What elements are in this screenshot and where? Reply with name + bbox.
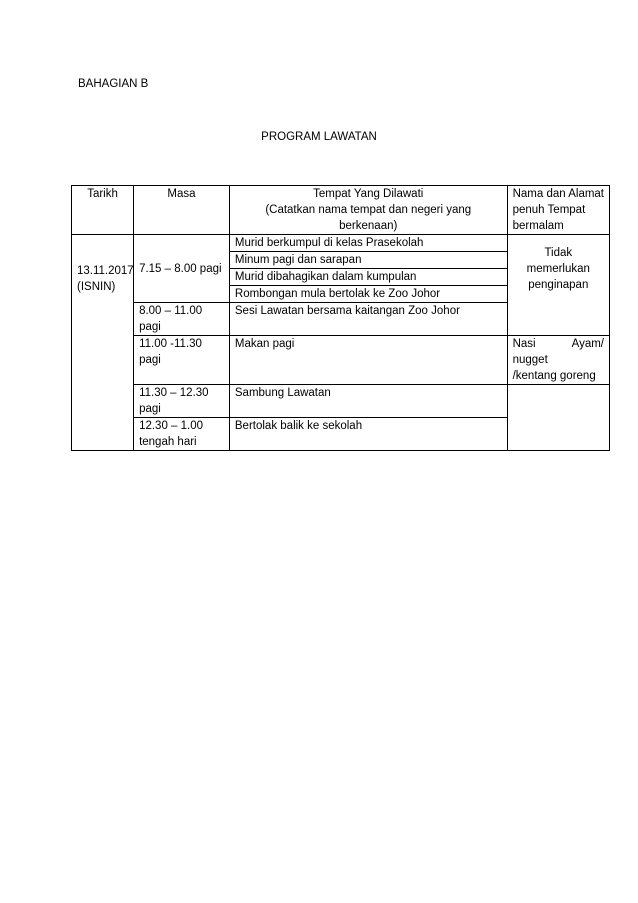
header-nama-line2: penuh Tempat	[512, 204, 586, 216]
date-value: 13.11.2017	[77, 265, 134, 277]
activity-cell: Sambung Lawatan	[229, 385, 507, 418]
activity-cell: Makan pagi	[229, 336, 507, 385]
accommodation-line1: Tidak memerlukan	[526, 247, 590, 275]
empty-cell	[507, 385, 609, 451]
program-table	[71, 185, 610, 451]
masa-cell	[134, 385, 230, 418]
table-row	[72, 385, 610, 418]
header-nama	[507, 186, 609, 235]
date-day: (ISNIN)	[77, 281, 116, 293]
page-title: PROGRAM LAWATAN	[261, 131, 377, 143]
header-nama-line3: bermalam	[512, 220, 564, 232]
masa-cell: 8.00 – 11.00 pagi	[134, 303, 230, 336]
section-label: BAHAGIAN B	[78, 78, 149, 90]
activity-cell: Murid dibahagikan dalam kumpulan	[229, 269, 507, 286]
header-tempat-note: (Catatkan nama tempat dan negeri yang berkenaan)	[265, 204, 472, 232]
date-cell	[72, 235, 134, 451]
table-header-row	[72, 186, 610, 235]
masa-cell: 11.00 -11.30 pagi	[134, 336, 230, 385]
accommodation-line2: penginapan	[528, 279, 589, 291]
meal-line1: Nasi Ayam/ nugget	[512, 338, 604, 366]
activity-cell: Minum pagi dan sarapan	[229, 252, 507, 269]
activity-cell: Sesi Lawatan bersama kaitangan Zoo Johor	[229, 303, 507, 336]
header-tarikh: Tarikh	[72, 186, 134, 235]
meal-cell	[507, 336, 609, 385]
header-nama-line1: Nama dan Alamat	[512, 188, 605, 200]
table-row	[72, 235, 610, 252]
activity-cell: Rombongan mula bertolak ke Zoo Johor	[229, 286, 507, 303]
header-masa: Masa	[134, 186, 230, 235]
masa-cell: 7.15 – 8.00 pagi	[134, 235, 230, 303]
header-tempat	[229, 186, 507, 235]
header-tempat-title: Tempat Yang Dilawati	[313, 188, 424, 200]
masa-line2: tengah hari	[139, 436, 197, 448]
table-row	[72, 336, 610, 385]
activity-cell: Murid berkumpul di kelas Prasekolah	[229, 235, 507, 252]
meal-line2: /kentang goreng	[512, 370, 596, 382]
masa-line2: pagi	[139, 403, 161, 415]
accommodation-cell	[507, 235, 609, 336]
activity-cell: Bertolak balik ke sekolah	[229, 418, 507, 451]
masa-line1: 12.30 – 1.00	[139, 420, 204, 432]
masa-line1: 11.30 – 12.30	[139, 387, 209, 399]
masa-cell	[134, 418, 230, 451]
